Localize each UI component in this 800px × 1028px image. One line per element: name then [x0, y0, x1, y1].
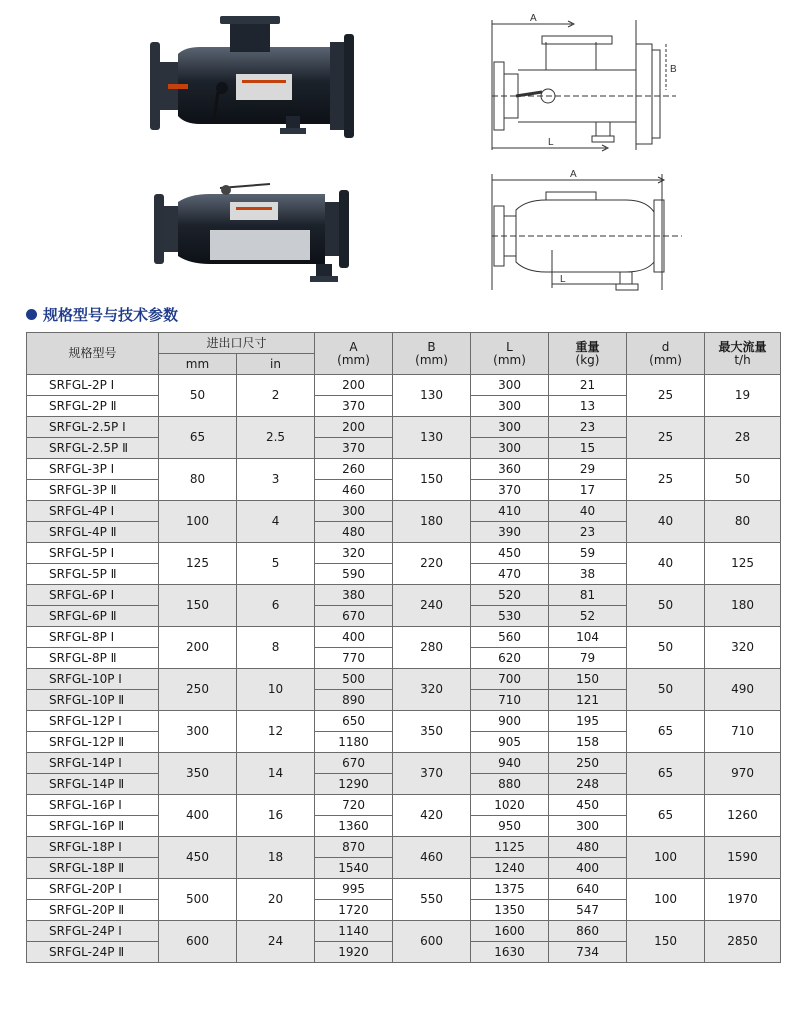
- header-b-unit: (mm): [415, 352, 448, 367]
- cell-model: SRFGL-5P Ⅰ: [27, 543, 159, 564]
- cell-in: 10: [237, 669, 315, 711]
- table-row: [27, 879, 781, 900]
- cell-weight: 40: [549, 501, 627, 522]
- cell-l: 900: [471, 711, 549, 732]
- cell-d: 25: [627, 459, 705, 501]
- table-row: [27, 375, 781, 396]
- cell-a: 890: [315, 690, 393, 711]
- bullet-dot-icon: [26, 309, 37, 320]
- cell-a: 200: [315, 417, 393, 438]
- cell-weight: 38: [549, 564, 627, 585]
- cell-flow: 125: [705, 543, 781, 585]
- cell-d: 65: [627, 795, 705, 837]
- cell-l: 1350: [471, 900, 549, 921]
- cell-flow: 2850: [705, 921, 781, 963]
- dim-label-l-2: L: [560, 274, 566, 285]
- header-port-size: 进出口尺寸: [159, 333, 315, 354]
- cell-flow: 80: [705, 501, 781, 543]
- dimension-drawing-type-2: [486, 170, 686, 300]
- cell-l: 530: [471, 606, 549, 627]
- cell-b: 320: [393, 669, 471, 711]
- cell-model: SRFGL-2.5P Ⅰ: [27, 417, 159, 438]
- cell-d: 40: [627, 543, 705, 585]
- table-row: [27, 837, 781, 858]
- cell-b: 420: [393, 795, 471, 837]
- cell-model: SRFGL-12P Ⅱ: [27, 732, 159, 753]
- cell-a: 720: [315, 795, 393, 816]
- cell-a: 370: [315, 438, 393, 459]
- cell-in: 12: [237, 711, 315, 753]
- cell-d: 25: [627, 375, 705, 417]
- cell-a: 1360: [315, 816, 393, 837]
- cell-weight: 250: [549, 753, 627, 774]
- table-row: [27, 501, 781, 522]
- cell-flow: 19: [705, 375, 781, 417]
- cell-b: 130: [393, 375, 471, 417]
- header-b-label: B: [427, 339, 436, 354]
- cell-l: 520: [471, 585, 549, 606]
- cell-weight: 480: [549, 837, 627, 858]
- cell-model: SRFGL-3P Ⅱ: [27, 480, 159, 501]
- cell-model: SRFGL-2P Ⅰ: [27, 375, 159, 396]
- cell-flow: 1590: [705, 837, 781, 879]
- dim-label-a: A: [530, 13, 537, 24]
- cell-in: 16: [237, 795, 315, 837]
- cell-weight: 158: [549, 732, 627, 753]
- cell-a: 1540: [315, 858, 393, 879]
- cell-a: 650: [315, 711, 393, 732]
- cell-in: 2: [237, 375, 315, 417]
- cell-mm: 125: [159, 543, 237, 585]
- cell-a: 500: [315, 669, 393, 690]
- table-row: [27, 585, 781, 606]
- cell-l: 470: [471, 564, 549, 585]
- header-weight-label: 重量: [575, 339, 600, 354]
- cell-a: 1140: [315, 921, 393, 942]
- cell-l: 300: [471, 417, 549, 438]
- cell-in: 24: [237, 921, 315, 963]
- cell-a: 670: [315, 606, 393, 627]
- cell-in: 2.5: [237, 417, 315, 459]
- cell-mm: 65: [159, 417, 237, 459]
- cell-flow: 490: [705, 669, 781, 711]
- cell-d: 50: [627, 669, 705, 711]
- cell-model: SRFGL-18P Ⅰ: [27, 837, 159, 858]
- spec-table: [26, 332, 781, 963]
- table-row: [27, 795, 781, 816]
- cell-b: 150: [393, 459, 471, 501]
- cell-weight: 400: [549, 858, 627, 879]
- cell-mm: 300: [159, 711, 237, 753]
- cell-in: 5: [237, 543, 315, 585]
- cell-flow: 180: [705, 585, 781, 627]
- cell-model: SRFGL-16P Ⅱ: [27, 816, 159, 837]
- cell-mm: 400: [159, 795, 237, 837]
- cell-l: 450: [471, 543, 549, 564]
- cell-d: 65: [627, 711, 705, 753]
- cell-a: 770: [315, 648, 393, 669]
- header-d: [627, 333, 705, 375]
- cell-weight: 52: [549, 606, 627, 627]
- cell-l: 560: [471, 627, 549, 648]
- cell-a: 1180: [315, 732, 393, 753]
- header-a: [315, 333, 393, 375]
- cell-l: 1020: [471, 795, 549, 816]
- cell-a: 670: [315, 753, 393, 774]
- cell-mm: 50: [159, 375, 237, 417]
- cell-weight: 150: [549, 669, 627, 690]
- cell-a: 1920: [315, 942, 393, 963]
- cell-l: 300: [471, 438, 549, 459]
- header-b: [393, 333, 471, 375]
- cell-in: 8: [237, 627, 315, 669]
- cell-b: 600: [393, 921, 471, 963]
- cell-d: 50: [627, 627, 705, 669]
- cell-model: SRFGL-2P Ⅱ: [27, 396, 159, 417]
- cell-weight: 121: [549, 690, 627, 711]
- cell-l: 880: [471, 774, 549, 795]
- cell-model: SRFGL-18P Ⅱ: [27, 858, 159, 879]
- dimension-drawing-type-1: [486, 10, 686, 160]
- cell-a: 260: [315, 459, 393, 480]
- cell-weight: 547: [549, 900, 627, 921]
- cell-a: 995: [315, 879, 393, 900]
- cell-a: 320: [315, 543, 393, 564]
- cell-l: 700: [471, 669, 549, 690]
- table-row: [27, 543, 781, 564]
- cell-model: SRFGL-14P Ⅰ: [27, 753, 159, 774]
- cell-model: SRFGL-12P Ⅰ: [27, 711, 159, 732]
- cell-mm: 80: [159, 459, 237, 501]
- header-d-unit: (mm): [649, 352, 682, 367]
- dim-label-a-2: A: [570, 170, 577, 180]
- table-row: [27, 669, 781, 690]
- cell-flow: 970: [705, 753, 781, 795]
- cell-flow: 710: [705, 711, 781, 753]
- cell-flow: 1970: [705, 879, 781, 921]
- cell-weight: 860: [549, 921, 627, 942]
- product-photo-type-2: [150, 180, 370, 290]
- cell-model: SRFGL-8P Ⅰ: [27, 627, 159, 648]
- cell-l: 710: [471, 690, 549, 711]
- cell-a: 870: [315, 837, 393, 858]
- cell-model: SRFGL-3P Ⅰ: [27, 459, 159, 480]
- cell-a: 400: [315, 627, 393, 648]
- cell-in: 14: [237, 753, 315, 795]
- cell-l: 1600: [471, 921, 549, 942]
- cell-weight: 79: [549, 648, 627, 669]
- cell-in: 6: [237, 585, 315, 627]
- header-a-label: A: [349, 339, 358, 354]
- header-flow: [705, 333, 781, 375]
- header-d-label: d: [661, 339, 670, 354]
- cell-model: SRFGL-4P Ⅰ: [27, 501, 159, 522]
- cell-model: SRFGL-14P Ⅱ: [27, 774, 159, 795]
- cell-model: SRFGL-10P Ⅰ: [27, 669, 159, 690]
- header-l-label: L: [506, 339, 513, 354]
- cell-b: 220: [393, 543, 471, 585]
- cell-model: SRFGL-5P Ⅱ: [27, 564, 159, 585]
- cell-d: 25: [627, 417, 705, 459]
- cell-d: 100: [627, 837, 705, 879]
- cell-d: 40: [627, 501, 705, 543]
- cell-b: 130: [393, 417, 471, 459]
- cell-l: 1375: [471, 879, 549, 900]
- header-weight-unit: (kg): [575, 352, 600, 367]
- cell-l: 300: [471, 396, 549, 417]
- cell-l: 905: [471, 732, 549, 753]
- product-photo-type-1: [140, 12, 380, 142]
- header-mm: mm: [159, 354, 237, 375]
- header-weight: [549, 333, 627, 375]
- header-flow-label: 最大流量: [718, 339, 767, 354]
- cell-a: 480: [315, 522, 393, 543]
- cell-d: 65: [627, 753, 705, 795]
- cell-b: 460: [393, 837, 471, 879]
- cell-weight: 13: [549, 396, 627, 417]
- header-l: [471, 333, 549, 375]
- cell-l: 620: [471, 648, 549, 669]
- cell-b: 240: [393, 585, 471, 627]
- cell-mm: 450: [159, 837, 237, 879]
- cell-mm: 500: [159, 879, 237, 921]
- cell-a: 590: [315, 564, 393, 585]
- dim-label-b: B: [670, 64, 677, 75]
- cell-weight: 17: [549, 480, 627, 501]
- cell-b: 180: [393, 501, 471, 543]
- cell-mm: 200: [159, 627, 237, 669]
- cell-a: 300: [315, 501, 393, 522]
- header-model: 规格型号: [27, 333, 159, 375]
- cell-model: SRFGL-24P Ⅰ: [27, 921, 159, 942]
- table-row: [27, 753, 781, 774]
- header-in: in: [237, 354, 315, 375]
- cell-weight: 104: [549, 627, 627, 648]
- cell-d: 50: [627, 585, 705, 627]
- section-title: [26, 304, 178, 325]
- cell-l: 390: [471, 522, 549, 543]
- table-row: [27, 627, 781, 648]
- cell-a: 200: [315, 375, 393, 396]
- section-title-text: 规格型号与技术参数: [43, 306, 179, 324]
- cell-flow: 1260: [705, 795, 781, 837]
- cell-mm: 600: [159, 921, 237, 963]
- cell-weight: 81: [549, 585, 627, 606]
- cell-b: 280: [393, 627, 471, 669]
- cell-b: 370: [393, 753, 471, 795]
- cell-a: 380: [315, 585, 393, 606]
- cell-in: 3: [237, 459, 315, 501]
- header-a-unit: (mm): [337, 352, 370, 367]
- cell-l: 300: [471, 375, 549, 396]
- table-row: [27, 921, 781, 942]
- cell-l: 1125: [471, 837, 549, 858]
- cell-weight: 734: [549, 942, 627, 963]
- cell-weight: 29: [549, 459, 627, 480]
- cell-weight: 21: [549, 375, 627, 396]
- cell-in: 18: [237, 837, 315, 879]
- cell-model: SRFGL-6P Ⅰ: [27, 585, 159, 606]
- cell-weight: 450: [549, 795, 627, 816]
- cell-weight: 23: [549, 522, 627, 543]
- cell-model: SRFGL-6P Ⅱ: [27, 606, 159, 627]
- cell-in: 4: [237, 501, 315, 543]
- cell-mm: 250: [159, 669, 237, 711]
- cell-l: 1630: [471, 942, 549, 963]
- cell-a: 1290: [315, 774, 393, 795]
- cell-l: 940: [471, 753, 549, 774]
- cell-a: 1720: [315, 900, 393, 921]
- cell-mm: 100: [159, 501, 237, 543]
- header-flow-unit: t/h: [734, 352, 751, 367]
- cell-weight: 23: [549, 417, 627, 438]
- spec-table-body: [27, 375, 781, 963]
- cell-l: 1240: [471, 858, 549, 879]
- cell-l: 410: [471, 501, 549, 522]
- cell-l: 370: [471, 480, 549, 501]
- dim-label-l: L: [548, 137, 554, 148]
- cell-a: 460: [315, 480, 393, 501]
- cell-a: 370: [315, 396, 393, 417]
- cell-model: SRFGL-2.5P Ⅱ: [27, 438, 159, 459]
- cell-weight: 248: [549, 774, 627, 795]
- cell-model: SRFGL-20P Ⅰ: [27, 879, 159, 900]
- cell-flow: 50: [705, 459, 781, 501]
- cell-mm: 150: [159, 585, 237, 627]
- cell-b: 350: [393, 711, 471, 753]
- cell-weight: 59: [549, 543, 627, 564]
- cell-model: SRFGL-24P Ⅱ: [27, 942, 159, 963]
- cell-in: 20: [237, 879, 315, 921]
- cell-d: 100: [627, 879, 705, 921]
- cell-mm: 350: [159, 753, 237, 795]
- cell-weight: 195: [549, 711, 627, 732]
- cell-l: 950: [471, 816, 549, 837]
- cell-model: SRFGL-16P Ⅰ: [27, 795, 159, 816]
- cell-weight: 640: [549, 879, 627, 900]
- cell-flow: 320: [705, 627, 781, 669]
- cell-model: SRFGL-20P Ⅱ: [27, 900, 159, 921]
- cell-l: 360: [471, 459, 549, 480]
- cell-weight: 15: [549, 438, 627, 459]
- cell-model: SRFGL-8P Ⅱ: [27, 648, 159, 669]
- cell-weight: 300: [549, 816, 627, 837]
- table-row: [27, 459, 781, 480]
- cell-flow: 28: [705, 417, 781, 459]
- table-row: [27, 417, 781, 438]
- table-row: [27, 711, 781, 732]
- cell-model: SRFGL-10P Ⅱ: [27, 690, 159, 711]
- cell-d: 150: [627, 921, 705, 963]
- cell-model: SRFGL-4P Ⅱ: [27, 522, 159, 543]
- header-l-unit: (mm): [493, 352, 526, 367]
- cell-b: 550: [393, 879, 471, 921]
